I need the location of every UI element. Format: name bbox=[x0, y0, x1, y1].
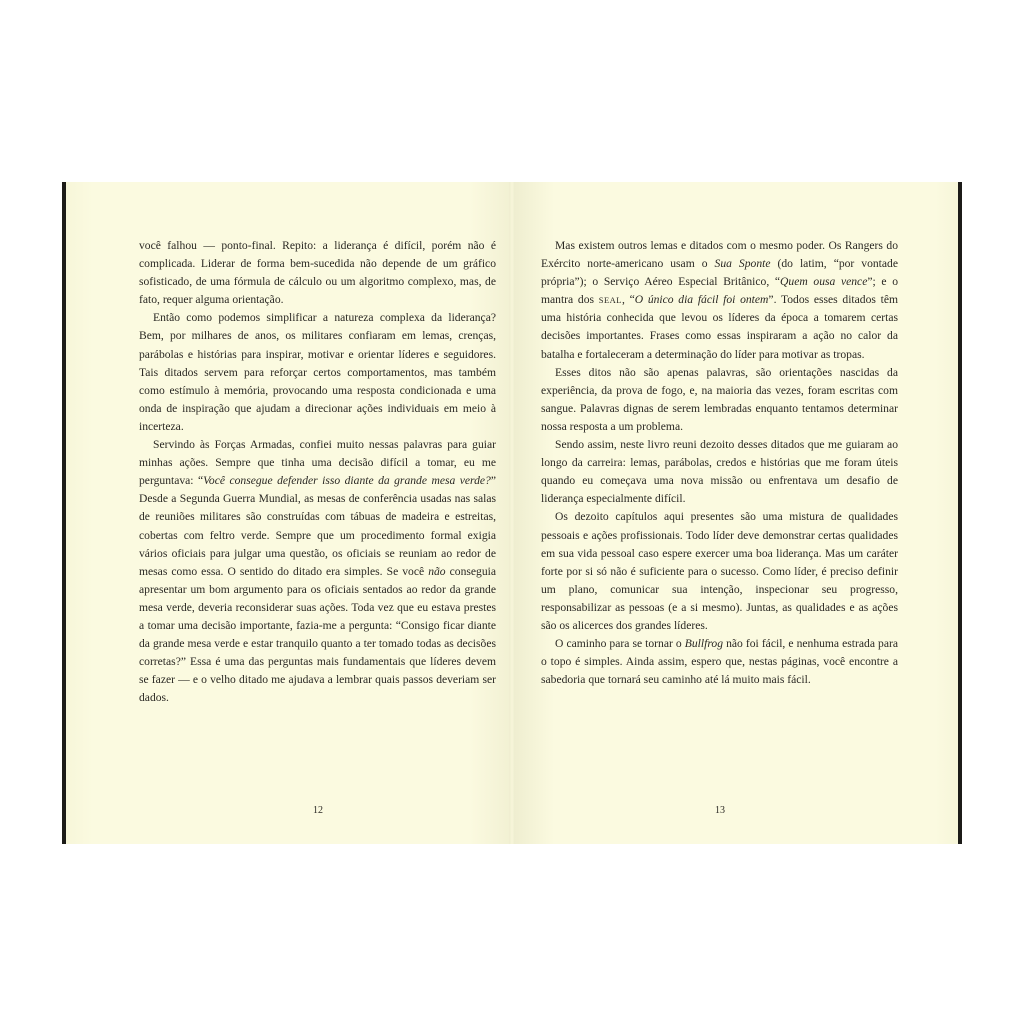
text-run: (do latim, “por vontade própria”); o Serviço Aéreo Especial Britânico, “ bbox=[541, 257, 898, 289]
left-page-text bbox=[139, 237, 496, 707]
italic-motto: Quem ousa vence bbox=[780, 275, 868, 289]
right-page-text bbox=[541, 237, 898, 689]
text-run: conseguia apresentar um bom argumento para os oficiais sentados ao redor da grande mesa verde, deveria reconsiderar suas ações. Toda vez que eu estava prestes a tomar uma decisão importante, fazia-me a pergunta: “Consigo ficar diante da grande mesa verde e estar tranquilo quanto a ter tomado todas as decisões corretas?” Essa é uma das perguntas mais fundamentais que líderes devem se fazer — e o velho ditado me ajudava a lembrar quais passos deveriam ser dados. bbox=[139, 564, 496, 705]
italic-motto: Sua Sponte bbox=[714, 257, 771, 271]
text-run: ”. Todos esses ditados têm uma história conhecida que levou os líderes da época a tomarem certas decisões importantes. Frases como essas inspiraram a ação no calor da batalha e fortaleceram a determinação do líder para motivar as tropas. bbox=[541, 293, 898, 361]
right-page bbox=[514, 182, 962, 844]
text-run: ” Desde a Segunda Guerra Mundial, as mesas de conferência usadas nas salas de reuniões militares são construídas com tábuas de madeira e estreitas, cobertas com feltro verde. Sempre que um procedimento formal exigia vários oficiais para julgar uma questão, os oficiais se reuniam ao redor de mesas como essa. O sentido do ditado era simples. Se você bbox=[139, 474, 497, 578]
paragraph bbox=[541, 635, 898, 689]
paragraph: Sendo assim, neste livro reuni dezoito desses ditados que me guiaram ao longo da carreira: lemas, parábolas, credos e histórias que me foram úteis quando eu começava uma nova missão ou enfrentava um desafio de liderança especialmente difícil. bbox=[541, 438, 898, 506]
text-run: O caminho para se tornar o bbox=[555, 637, 685, 651]
small-caps-acronym: SEAL bbox=[598, 295, 622, 306]
paragraph bbox=[541, 237, 898, 364]
italic-quote: Você consegue defender isso diante da grande mesa verde? bbox=[203, 474, 491, 488]
paragraph: Esses ditos não são apenas palavras, são orientações nascidas da experiência, da prova de fogo, e, na maioria das vezes, foram escritas com sangue. Palavras dignas de serem lembradas enquanto tentamos determinar nossa resposta a um problema. bbox=[541, 365, 898, 433]
text-run: , “ bbox=[621, 293, 635, 307]
paragraph: Então como podemos simplificar a natureza complexa da liderança? Bem, por milhares de anos, os militares confiaram em lemas, crenças, parábolas e histórias para inspirar, motivar e orientar líderes e seguidores. Tais ditados servem para reforçar certos comportamentos, mas também como estímulo à memória, provocando uma resposta condicionada e uma onda de inspiração que ajudam a direcionar ações individuais em meio à incerteza. bbox=[139, 311, 496, 433]
open-book bbox=[62, 182, 962, 844]
text-run: não foi fácil, e nenhuma estrada para o topo é simples. Ainda assim, espero que, nestas páginas, você encontre a sabedoria que tornará seu caminho até lá muito mais fácil. bbox=[541, 637, 898, 687]
paragraph bbox=[139, 436, 496, 707]
page-number: 13 bbox=[715, 805, 725, 816]
paragraph: você falhou — ponto-final. Repito: a liderança é difícil, porém não é complicada. Liderar de forma bem-sucedida não depende de um gráfico sofisticado, de uma fórmula de cálculo ou um algoritmo complexo, mas, de fato, requer alguma orientação. bbox=[139, 239, 496, 307]
text-run: ”; e o mantra dos bbox=[541, 275, 898, 307]
italic-name: Bullfrog bbox=[684, 637, 723, 651]
italic-motto: O único dia fácil foi ontem bbox=[634, 293, 769, 307]
italic-emphasis: não bbox=[428, 564, 446, 578]
page-number: 12 bbox=[313, 805, 323, 816]
text-run: Servindo às Forças Armadas, confiei muito nessas palavras para guiar minhas ações. Sempre que tinha uma decisão difícil a tomar, eu me perguntava: “ bbox=[139, 438, 496, 488]
paragraph: Os dezoito capítulos aqui presentes são uma mistura de qualidades pessoais e ações profissionais. Todo líder deve demonstrar certas qualidades em sua vida pessoal caso espere exercer uma boa liderança. Mas um caráter forte por si só não é suficiente para o sucesso. Como líder, é preciso definir um plano, comunicar sua intenção, inspecionar seu progresso, responsabilizar as pessoas (e a si mesmo). Juntas, as qualidades e as ações são os alicerces dos grandes líderes. bbox=[541, 510, 898, 632]
left-page bbox=[66, 182, 514, 844]
book-cover-edge-right bbox=[958, 182, 962, 844]
text-run: Mas existem outros lemas e ditados com o mesmo poder. Os Rangers do Exército norte-americano usam o bbox=[541, 239, 898, 271]
